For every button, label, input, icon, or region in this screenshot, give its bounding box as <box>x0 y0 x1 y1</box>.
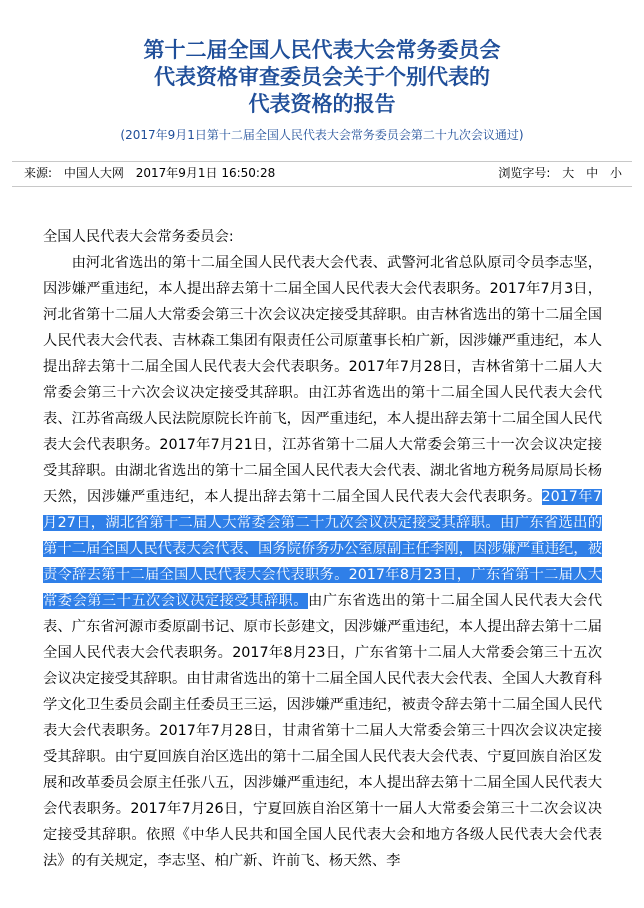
article-title <box>0 36 644 117</box>
article-subtitle: (2017年9月1日第十二届全国人民代表大会常务委员会第二十九次会议通过) <box>120 128 524 142</box>
meta-divider-bottom <box>12 186 632 187</box>
title-line-1: 第十二届全国人民代表大会常务委员会 <box>143 37 501 62</box>
font-size-switcher <box>498 164 622 181</box>
meta-bar <box>0 150 644 190</box>
font-size-medium[interactable]: 中 <box>586 166 599 180</box>
font-size-small[interactable]: 小 <box>609 166 622 180</box>
text-after-selection: 由广东省选出的第十二届全国人民代表大会代表、广东省河源市委原副书记、原市长彭建文，因涉嫌严重违纪，本人提出辞去第十二届全国人民代表大会代表职务。2017年8月23日，广东省第十二届人大常委会第三十五次会议决定接受其辞职。由甘肃省选出的第十二届全国人民代表大会代表、全国人大教育科学文化卫生委员会副主任委员王三运，因涉嫌严重违纪，被责令辞去第十二届全国人民代表大会代表职务。2017年7月28日，甘肃省第十二届人大常委会第三十四次会议决定接受其辞职。由宁夏回族自治区选出的第十二届全国人民代表大会代表、宁夏回族自治区发展和改革委员会原主任张八五，因涉嫌严重违纪，本人提出辞去第十二届全国人民代表大会代表职务。2017年7月26日，宁夏回族自治区第十一届人大常委会第三十二次会议决定接受其辞职。依照《中华人民共和国全国人民代表大会和地方各级人民代表大会代表法》的有关规定，李志坚、柏广新、许前飞、杨天然、李 <box>43 593 603 869</box>
greeting: 全国人民代表大会常务委员会: <box>43 229 234 245</box>
meta-divider-top <box>12 161 632 162</box>
source-value: 中国人大网 <box>63 166 124 180</box>
publish-datetime: 2017年9月1日 16:50:28 <box>135 166 276 180</box>
selected-text[interactable]: 2017年7月27日，湖北省第十二届人大常委会第二十九次会议决定接受其辞职。由广东省选出的第十二届全国人民代表大会代表、国务院侨务办公室原副主任李刚，因涉嫌严重违纪，被责令辞去第十二届全国人民代表大会代表职务。2017年8月23日，广东省第十二届人大常委会第三十五次会议决定接受其辞职。 <box>43 489 603 609</box>
article-paragraph <box>43 250 602 874</box>
meta-source <box>24 164 283 181</box>
source-label: 来源: <box>24 166 53 180</box>
title-line-2: 代表资格审查委员会关于个别代表的 <box>154 64 490 89</box>
text-before-selection: 由河北省选出的第十二届全国人民代表大会代表、武警河北省总队原司令员李志坚，因涉嫌严重违纪，本人提出辞去第十二届全国人民代表大会代表职务。2017年7月3日，河北省第十二届人大常委会第三十次会议决定接受其辞职。由吉林省选出的第十二届全国人民代表大会代表、吉林森工集团有限责任公司原董事长柏广新，因涉嫌严重违纪，本人提出辞去第十二届全国人民代表大会代表职务。2017年7月28日，吉林省第十二届人大常委会第三十六次会议决定接受其辞职。由江苏省选出的第十二届全国人民代表大会代表、江苏省高级人民法院原院长许前飞，因严重违纪，本人提出辞去第十二届全国人民代表大会代表职务。2017年7月21日，江苏省第十二届人大常委会第三十一次会议决定接受其辞职。由湖北省选出的第十二届全国人民代表大会代表、湖北省地方税务局原局长杨天然，因涉嫌严重违纪，本人提出辞去第十二届全国人民代表大会代表职务。 <box>43 255 602 505</box>
article-body[interactable] <box>43 224 602 874</box>
font-size-label: 浏览字号: <box>498 166 551 180</box>
font-size-large[interactable]: 大 <box>562 166 575 180</box>
title-line-3: 代表资格的报告 <box>248 91 396 116</box>
